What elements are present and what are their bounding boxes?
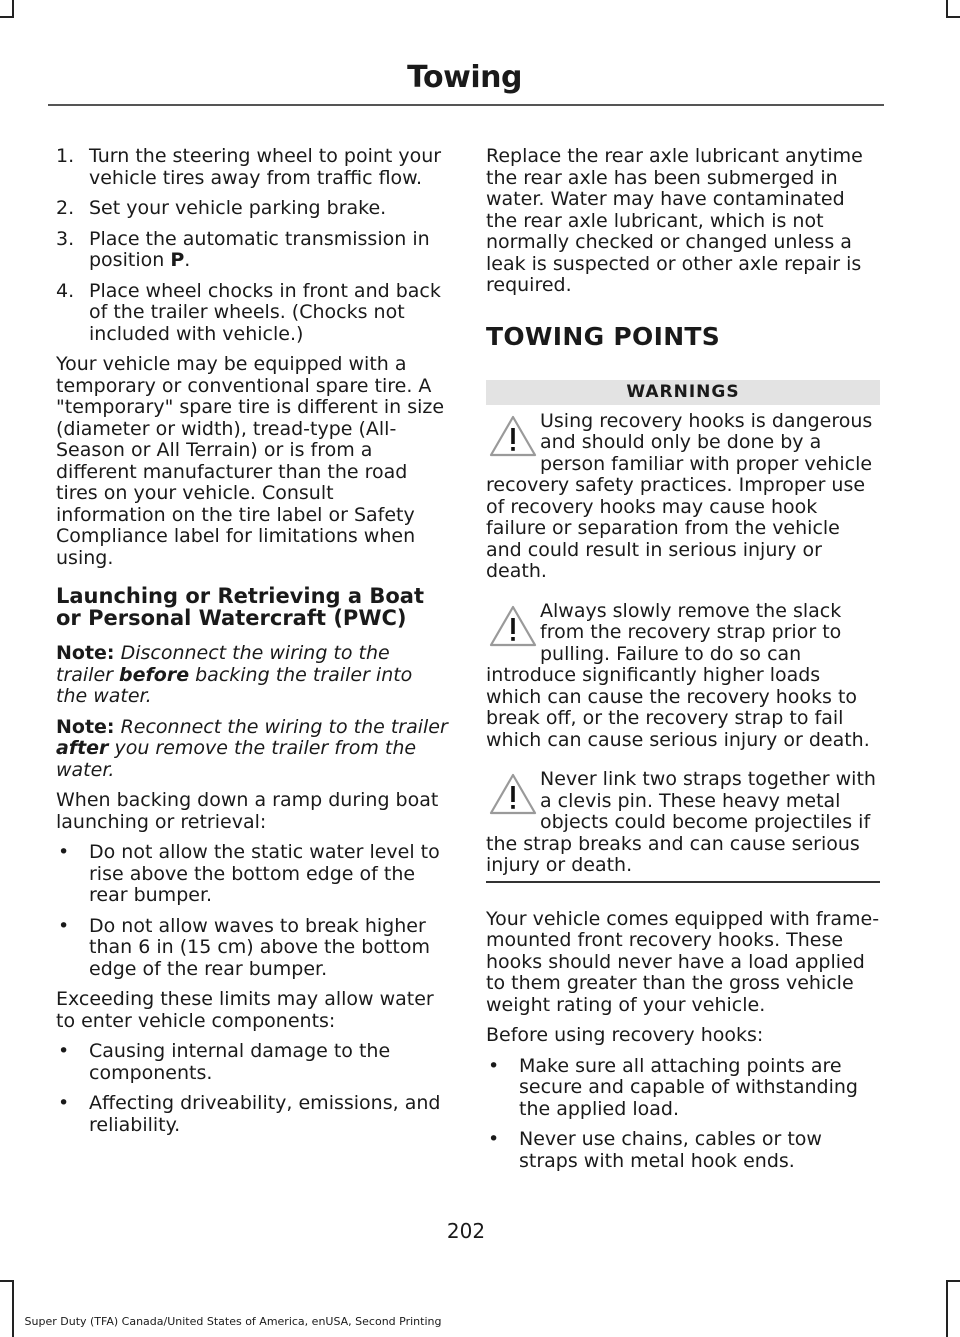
bullet-text: Never use chains, cables or tow straps with metal hook ends. bbox=[519, 1128, 822, 1172]
step-item bbox=[56, 281, 448, 346]
crop-mark bbox=[946, 16, 960, 18]
note-label: Note: bbox=[56, 715, 115, 738]
bullet-marker: • bbox=[488, 1054, 500, 1077]
left-column bbox=[56, 146, 448, 1145]
bullet-marker: • bbox=[58, 1092, 70, 1114]
step-text: Place wheel chocks in front and back of the trailer wheels. (Chocks not included with vehicle.) bbox=[89, 279, 441, 345]
crop-mark bbox=[0, 16, 14, 18]
boat-heading: Launching or Retrieving a Boat or Personal Watercraft (PWC) bbox=[56, 584, 424, 630]
page-title: Towing bbox=[407, 60, 522, 95]
gear-position: P bbox=[170, 249, 185, 271]
bullet-text: Make sure all attaching points are secure and capable of withstanding the applied load. bbox=[519, 1054, 858, 1120]
before-intro: Before using recovery hooks: bbox=[486, 1024, 764, 1046]
note-text: Disconnect the wiring to the trailer bbox=[56, 642, 390, 686]
step-text-wrap bbox=[89, 229, 448, 272]
step-item bbox=[56, 146, 448, 189]
crop-mark bbox=[946, 1280, 960, 1282]
bullet-marker: • bbox=[58, 841, 70, 863]
lubricant-paragraph: Replace the rear axle lubricant anytime the rear axle has been submerged in water. Water may have contaminated the rear axle lubricant, which is not normally checked or changed unless a leak is suspected or other axle repair is required. bbox=[486, 145, 863, 296]
warning-text: Never link two straps together with a clevis pin. These heavy metal objects could become projectiles if the strap breaks and can cause serious injury or death. bbox=[486, 768, 876, 876]
warning-item bbox=[486, 601, 880, 752]
bullet-item bbox=[486, 1056, 880, 1121]
bullet-item bbox=[56, 916, 448, 981]
warning-triangle-icon bbox=[486, 411, 540, 461]
crop-mark bbox=[0, 1280, 14, 1282]
warning-triangle-icon bbox=[486, 769, 540, 819]
step-text: Turn the steering wheel to point your vehicle tires away from traffic flow. bbox=[89, 145, 442, 189]
section-heading: TOWING POINTS bbox=[486, 321, 721, 351]
note-text: Reconnect the wiring to the trailer bbox=[114, 715, 448, 738]
warning-item bbox=[486, 411, 880, 583]
note-disconnect bbox=[56, 643, 448, 708]
note-text: backing the trailer into the water. bbox=[56, 663, 413, 707]
step-text-tail: . bbox=[184, 249, 191, 271]
warnings-end-rule bbox=[486, 881, 880, 883]
step-item bbox=[56, 198, 448, 220]
bullet-marker: • bbox=[58, 914, 70, 937]
note-text: you remove the trailer from the water. bbox=[56, 737, 417, 781]
footer-text: Super Duty (TFA) Canada/United States of America, enUSA, Second Printing bbox=[24, 1315, 442, 1328]
bullet-text: Do not allow the static water level to rise above the bottom edge of the rear bumper. bbox=[89, 841, 440, 906]
note-reconnect bbox=[56, 717, 448, 782]
crop-mark bbox=[946, 1280, 948, 1337]
header-divider bbox=[48, 104, 884, 106]
note-emphasis: after bbox=[56, 737, 109, 759]
crop-mark bbox=[12, 1280, 14, 1337]
bullet-item bbox=[56, 1093, 448, 1136]
ramp-intro: When backing down a ramp during boat launching or retrieval: bbox=[56, 789, 439, 833]
bullet-marker: • bbox=[488, 1128, 500, 1150]
step-number: 4. bbox=[56, 279, 75, 302]
bullet-text: Causing internal damage to the components. bbox=[89, 1040, 391, 1084]
bullet-item bbox=[486, 1129, 880, 1172]
hooks-paragraph: Your vehicle comes equipped with frame-mounted front recovery hooks. These hooks should never have a load applied to them greater than the gross vehicle weight rating of your vehicle. bbox=[486, 907, 880, 1016]
bullet-item bbox=[56, 842, 448, 907]
step-number: 2. bbox=[56, 197, 75, 219]
note-label: Note: bbox=[56, 642, 115, 664]
exceed-intro: Exceeding these limits may allow water to enter vehicle components: bbox=[56, 988, 434, 1032]
step-item bbox=[56, 229, 448, 272]
warning-item bbox=[486, 769, 880, 877]
step-text: Place the automatic transmission in position bbox=[89, 227, 430, 271]
note-emphasis: before bbox=[119, 663, 190, 686]
warnings-header: WARNINGS bbox=[486, 380, 880, 405]
warning-text: Using recovery hooks is dangerous and should only be done by a person familiar with proper vehicle recovery safety practices. Improper use of recovery hooks may cause hook failure or separation from the vehicle and could result in serious injury or death. bbox=[486, 409, 873, 582]
right-column bbox=[486, 146, 880, 1181]
bullet-marker: • bbox=[58, 1040, 70, 1062]
page-number: 202 bbox=[446, 1219, 486, 1243]
warning-triangle-icon bbox=[486, 601, 540, 651]
bullet-text: Affecting driveability, emissions, and reliability. bbox=[89, 1092, 441, 1136]
step-number: 1. bbox=[56, 145, 75, 167]
warning-text: Always slowly remove the slack from the recovery strap prior to pulling. Failure to do so can introduce significantly higher loads which can cause the recovery hooks to break off, or the recovery strap to fail which can cause serious injury or death. bbox=[486, 599, 870, 751]
step-text: Set your vehicle parking brake. bbox=[89, 197, 387, 219]
bullet-text: Do not allow waves to break higher than 6 in (15 cm) above the bottom edge of the rear bumper. bbox=[89, 914, 430, 980]
step-number: 3. bbox=[56, 227, 75, 250]
bullet-item bbox=[56, 1041, 448, 1084]
spare-tire-paragraph: Your vehicle may be equipped with a temporary or conventional spare tire. A "temporary" spare tire is different in size (diameter or width), tread-type (All-Season or All Terrain) or is from a different manufacturer than the road tires on your vehicle. Consult information on the tire label or Safety Compliance label for limitations when using. bbox=[56, 353, 445, 569]
